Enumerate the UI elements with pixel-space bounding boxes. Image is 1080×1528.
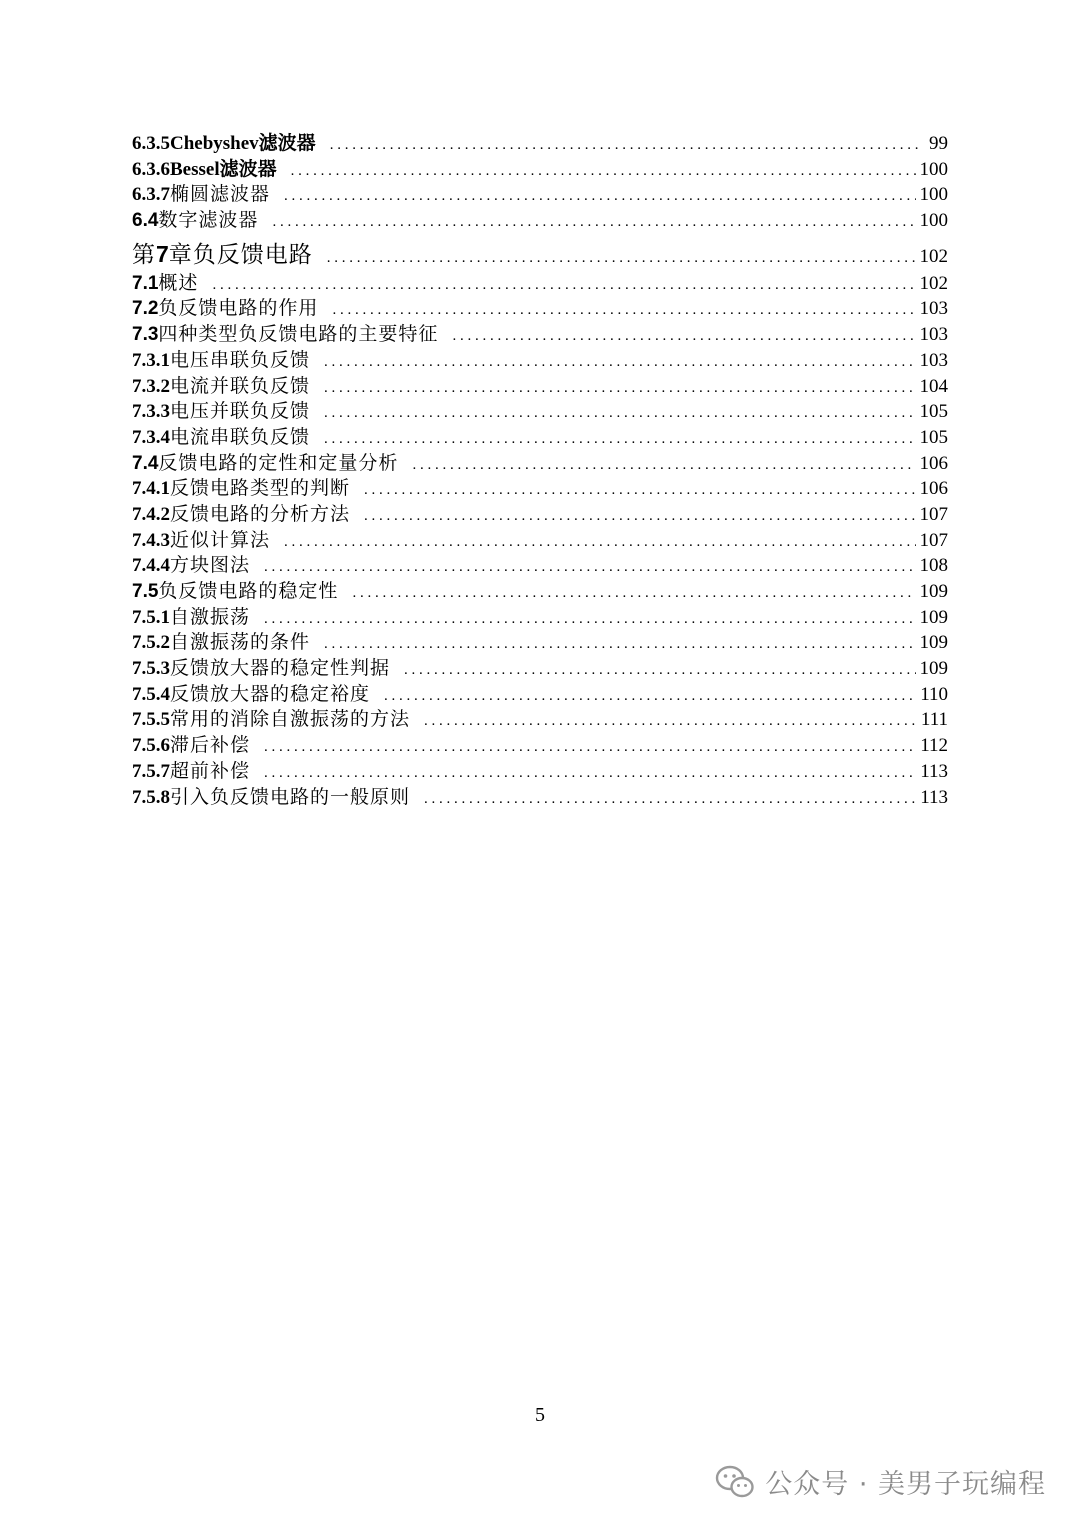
toc-dot-leader (264, 555, 915, 581)
toc-entry[interactable] (132, 656, 948, 682)
toc-entry-page: 103 (919, 324, 948, 346)
toc-dot-leader (284, 184, 915, 210)
toc-dot-leader (291, 159, 916, 185)
toc-entry[interactable] (132, 208, 948, 234)
toc-entry-title: 滞后补偿 (170, 734, 251, 757)
toc-entry-page: 107 (919, 529, 948, 551)
toc-dot-leader (327, 242, 916, 275)
toc-entry[interactable] (132, 785, 948, 811)
toc-dot-leader (324, 350, 915, 376)
toc-entry[interactable] (132, 451, 948, 477)
toc-entry-number: 7.5.4 (132, 683, 170, 705)
toc-entry-number: 7.5.1 (132, 606, 170, 628)
toc-dot-leader (284, 530, 915, 556)
toc-entry-number: 7.5 (132, 581, 159, 602)
toc-dot-leader (324, 401, 915, 427)
toc-entry-title: Chebyshev滤波器 (170, 133, 316, 154)
watermark-text: 公众号 · 美男子玩编程 (765, 1469, 1046, 1500)
toc-entry[interactable] (132, 579, 948, 605)
toc-entry[interactable] (132, 348, 948, 374)
toc-dot-leader (330, 133, 920, 159)
toc-dot-leader (352, 581, 915, 607)
toc-entry-page: 109 (919, 606, 948, 628)
toc-entry-page: 102 (919, 245, 948, 267)
toc-entry[interactable] (132, 271, 948, 297)
toc-entry-title: 数字滤波器 (158, 209, 259, 232)
toc-dot-leader (364, 478, 915, 504)
toc-entry-title: 方块图法 (170, 554, 251, 577)
toc-entry-number: 7 (156, 240, 169, 267)
toc-entry[interactable] (132, 528, 948, 554)
toc-dot-leader (212, 273, 915, 299)
toc-entry-number: 7.1 (132, 272, 159, 294)
toc-entry-title: 反馈电路类型的判断 (170, 477, 351, 500)
toc-entry-title: 电流并联负反馈 (170, 374, 311, 397)
toc-entry-page: 100 (919, 184, 948, 206)
toc-entry[interactable] (132, 733, 948, 759)
toc-entry-number: 7.2 (132, 298, 159, 320)
toc-entry-number: 6.4 (132, 210, 159, 232)
toc-entry-number: 7.4.1 (132, 478, 170, 500)
toc-entry-number: 7.3.1 (132, 349, 170, 371)
toc-entry-number: 6.3.5 (132, 133, 170, 154)
toc-entry[interactable] (132, 553, 948, 579)
toc-entry-title: 四种类型负反馈电路的主要特征 (158, 323, 439, 346)
toc-dot-leader (324, 427, 915, 453)
toc-entry-number: 7.5.6 (132, 735, 170, 757)
toc-entry[interactable] (132, 630, 948, 656)
toc-entry-page: 108 (919, 555, 948, 577)
toc-entry-title: 负反馈电路的稳定性 (158, 580, 339, 602)
toc-dot-leader (452, 324, 915, 350)
toc-entry-title: 自激振荡的条件 (170, 631, 311, 654)
toc-entry-number: 7.4.4 (132, 555, 170, 577)
toc-entry-page: 107 (919, 503, 948, 525)
toc-entry-title: 电流串联负反馈 (170, 425, 311, 448)
toc-entry-page: 100 (919, 158, 948, 180)
toc-entry-number: 7.3.4 (132, 426, 170, 448)
wechat-icon (715, 1465, 755, 1499)
toc-entry-page: 113 (920, 760, 948, 782)
toc-dot-leader (424, 787, 916, 813)
toc-dot-leader (264, 607, 915, 633)
toc-dot-leader (364, 504, 915, 530)
toc-entry-title: 椭圆滤波器 (170, 183, 271, 206)
toc-entry[interactable] (132, 476, 948, 502)
toc-entry[interactable] (132, 374, 948, 400)
toc-entry[interactable] (132, 182, 948, 208)
toc-entry-number: 6.3.6 (132, 158, 170, 180)
toc-entry-title: 超前补偿 (170, 759, 251, 782)
toc-entry-number: 6.3.7 (132, 184, 170, 206)
toc-entry-page: 105 (919, 401, 948, 423)
toc-entry-page: 112 (920, 735, 948, 757)
toc-entry-page: 109 (919, 581, 948, 602)
toc-entry[interactable] (132, 605, 948, 631)
toc-entry-page: 100 (919, 210, 948, 232)
toc-entry-number: 7.5.8 (132, 786, 170, 808)
toc-entry-page: 103 (919, 349, 948, 371)
table-of-contents (132, 131, 948, 810)
toc-entry-title: 反馈放大器的稳定性判据 (170, 657, 391, 680)
toc-dot-leader (264, 735, 916, 761)
toc-entry[interactable] (132, 131, 948, 157)
toc-entry-number: 7.4 (132, 452, 159, 474)
toc-entry-title: 反馈放大器的稳定裕度 (170, 682, 371, 705)
toc-entry-number: 7.3 (132, 324, 159, 346)
toc-entry-title: 反馈电路的分析方法 (170, 502, 351, 525)
toc-entry-page: 110 (920, 683, 948, 705)
toc-dot-leader (332, 298, 915, 324)
toc-entry[interactable] (132, 759, 948, 785)
toc-entry-title: 概述 (158, 271, 199, 294)
toc-entry-number: 7.3.2 (132, 375, 170, 397)
toc-entry[interactable] (132, 157, 948, 183)
toc-entry-page: 109 (919, 632, 948, 654)
toc-entry-title: 电压并联负反馈 (170, 400, 311, 423)
toc-entry[interactable] (132, 425, 948, 451)
toc-dot-leader (412, 453, 915, 479)
toc-dot-leader (324, 376, 915, 402)
toc-entry[interactable] (132, 707, 948, 733)
toc-entry-page: 106 (919, 478, 948, 500)
toc-entry-number: 7.5.3 (132, 658, 170, 680)
toc-entry-page: 109 (919, 658, 948, 680)
toc-entry[interactable] (132, 322, 948, 348)
toc-entry[interactable] (132, 682, 948, 708)
toc-entry-title: 常用的消除自激振荡的方法 (170, 708, 411, 731)
watermark (715, 1462, 1046, 1501)
toc-entry-prefix: 第 (132, 241, 156, 268)
toc-dot-leader (272, 210, 915, 236)
toc-entry-number: 7.5.2 (132, 632, 170, 654)
toc-entry-page: 99 (929, 133, 948, 154)
toc-chapter-entry[interactable] (132, 234, 948, 271)
toc-entry-title: 自激振荡 (170, 605, 251, 628)
toc-entry-number: 7.3.3 (132, 401, 170, 423)
toc-entry-page: 113 (920, 786, 948, 808)
toc-dot-leader (404, 658, 915, 684)
toc-entry-title: 章负反馈电路 (168, 241, 313, 268)
toc-dot-leader (424, 709, 917, 735)
toc-entry-title: Bessel滤波器 (170, 158, 277, 180)
toc-entry-page: 102 (919, 272, 948, 294)
toc-entry-page: 105 (919, 426, 948, 448)
toc-entry-page: 106 (919, 452, 948, 474)
toc-entry-number: 7.4.3 (132, 529, 170, 551)
toc-entry-number: 7.4.2 (132, 503, 170, 525)
toc-dot-leader (384, 684, 916, 710)
toc-entry-title: 近似计算法 (170, 528, 271, 551)
toc-entry-title: 反馈电路的定性和定量分析 (158, 451, 399, 474)
toc-entry-title: 电压串联负反馈 (170, 348, 311, 371)
toc-entry-page: 104 (919, 375, 948, 397)
toc-entry-title: 负反馈电路的作用 (158, 297, 319, 320)
toc-entry-page: 103 (919, 298, 948, 320)
toc-entry-number: 7.5.5 (132, 709, 170, 731)
page-number: 5 (535, 1404, 545, 1426)
toc-entry-number: 7.5.7 (132, 760, 170, 782)
toc-entry-page: 111 (920, 709, 948, 731)
toc-dot-leader (264, 761, 916, 787)
toc-entry[interactable] (132, 399, 948, 425)
toc-entry[interactable] (132, 502, 948, 528)
toc-dot-leader (324, 632, 915, 658)
toc-entry-title: 引入负反馈电路的一般原则 (170, 785, 411, 808)
toc-entry[interactable] (132, 296, 948, 322)
